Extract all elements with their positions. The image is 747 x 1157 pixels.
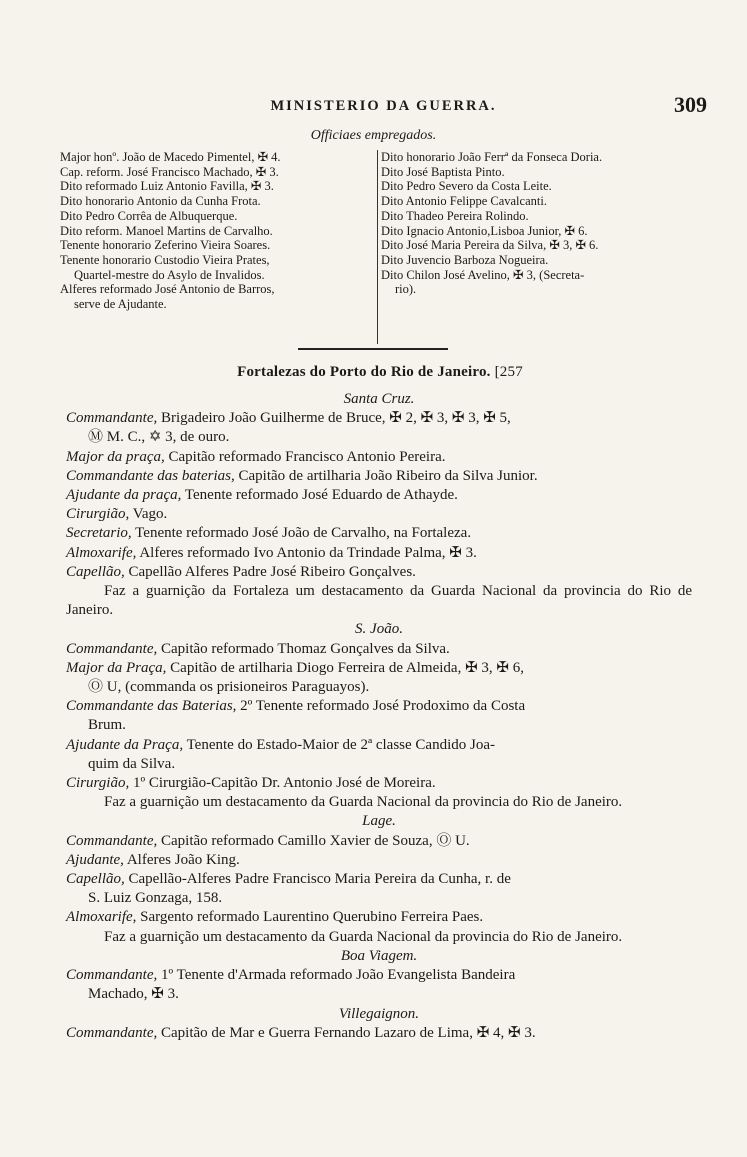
entry-role: Ajudante da praça, [66, 487, 182, 504]
entry-text: Machado, ✠ 3. [88, 986, 179, 1003]
entry-text: 2º Tenente reformado José Prodoximo da Costa [240, 698, 526, 715]
entry-text: Vago. [132, 506, 168, 523]
fort-heading-santa-cruz: Santa Cruz. [343, 391, 415, 407]
entry [66, 409, 692, 428]
entry [66, 832, 692, 851]
entry-text: Ⓜ M. C., ✡ 3, de ouro. [88, 429, 230, 446]
entry [66, 966, 692, 985]
entry-text: Sargento reformado Laurentino Querubino Ferreira Paes. [140, 909, 484, 926]
entry [66, 678, 692, 697]
entry-text: Tenente do Estado-Maior de 2ª classe Candido Joa- [186, 736, 495, 753]
entry-role: Commandante, [66, 967, 158, 984]
officer-line: Dito Juvencio Barboza Nogueira. [381, 252, 549, 267]
entry-role: Ajudante, [66, 851, 124, 868]
officer-line: Dito Pedro Severo da Costa Leite. [381, 179, 552, 194]
entry-role: Cirurgião, [66, 506, 130, 523]
officer-line: Dito reform. Manoel Martins de Carvalho. [60, 223, 273, 238]
entry [66, 505, 692, 524]
entry-text: Capitão reformado Thomaz Gonçalves da Silva. [161, 640, 450, 657]
entry-role: Commandante, [66, 410, 158, 427]
entry-role: Almoxarife, [66, 544, 137, 561]
entry-role: Almoxarife, [66, 909, 137, 926]
officer-line: Tenente honorario Custodio Vieira Prates, [60, 252, 270, 267]
officer-line: Alferes reformado José Antonio de Barros, [60, 282, 275, 297]
entry-text: S. Luiz Gonzaga, 158. [88, 890, 223, 907]
entry-role: Secretario, [66, 525, 132, 542]
entry-text: 1º Cirurgião-Capitão Dr. Antonio José de Moreira. [132, 775, 436, 792]
garrison-paragraph: Faz a guarnição um destacamento da Guarda Nacional da provincia do Rio de Janeiro. [104, 794, 623, 811]
entry [66, 889, 692, 908]
page-header [60, 92, 707, 122]
fort-heading-sao-joao: S. João. [355, 621, 403, 638]
officer-line: Dito José Maria Pereira da Silva, ✠ 3, ✠ 6. [381, 238, 599, 253]
entry-text: Capellão-Alferes Padre Francisco Maria Pereira da Cunha, r. de [128, 871, 511, 888]
entry-role: Major da praça, [66, 448, 165, 465]
entry-text: Capitão de artilharia Diogo Ferreira de Almeida, ✠ 3, ✠ 6, [170, 659, 524, 676]
entry-text: Alferes João King. [126, 851, 240, 868]
entry [66, 851, 692, 870]
entry [66, 428, 692, 447]
entry-text: Capellão Alferes Padre José Ribeiro Gonçalves. [128, 563, 416, 580]
fort-heading-villegaignon: Villegaignon. [338, 1005, 420, 1022]
entry [66, 908, 692, 927]
forts-body [66, 390, 692, 1043]
entry [66, 640, 692, 659]
fort-heading-boa-viagem: Boa Viagem. [340, 947, 418, 964]
entry-text: Tenente reformado José João de Carvalho, na Fortaleza. [135, 525, 472, 542]
entry [66, 563, 692, 582]
entry-text: 1º Tenente d'Armada reformado João Evangelista Bandeira [161, 967, 516, 984]
entry-role: Capellão, [66, 563, 125, 580]
entry [66, 448, 692, 467]
entry-text: Alferes reformado Ivo Antonio da Trindade Palma, ✠ 3. [139, 544, 477, 561]
entry-role: Commandante, [66, 640, 158, 657]
entry-text: Capitão reformado Francisco Antonio Pereira. [168, 448, 446, 465]
officer-line: Dito honorario Antonio da Cunha Frota. [60, 194, 261, 209]
fortalezas-title-text: Fortalezas do Porto do Rio de Janeiro. [237, 364, 491, 380]
entry [66, 659, 692, 678]
entry-text: Capitão reformado Camillo Xavier de Souza, Ⓞ U. [161, 832, 470, 849]
officer-line: Dito Chilon José Avelino, ✠ 3, (Secreta- [381, 267, 585, 282]
entry-role: Commandante, [66, 1024, 158, 1041]
officer-line: Dito Antonio Felippe Cavalcanti. [381, 194, 547, 209]
garrison-paragraph: Faz a guarnição da Fortaleza um destacamento da Guarda Nacional da provincia do Rio de Janeiro. [66, 583, 692, 619]
entry-text: quim da Silva. [88, 755, 176, 772]
officer-line: rio). [395, 282, 417, 297]
entry-text: Brigadeiro João Guilherme de Bruce, ✠ 2, ✠ 3, ✠ 3, ✠ 5, [161, 410, 511, 427]
officer-line: Tenente honorario Zeferino Vieira Soares. [60, 238, 271, 253]
entry [66, 697, 692, 716]
entry-text: Tenente reformado José Eduardo de Athayde. [184, 487, 458, 504]
entry-role: Cirurgião, [66, 775, 130, 792]
entry-text: Capitão de artilharia João Ribeiro da Silva Junior. [238, 467, 538, 484]
section-divider [298, 348, 448, 350]
entry [66, 544, 692, 563]
entry-role: Commandante, [66, 832, 158, 849]
officers-left-column [60, 150, 372, 312]
officer-line: Major honº. João de Macedo Pimentel, ✠ 4. [60, 150, 281, 164]
officer-line: serve de Ajudante. [74, 297, 167, 312]
entry-text: Ⓞ U, (commanda os prisioneiros Paraguayos). [88, 679, 370, 696]
entry [66, 774, 692, 793]
entry [66, 736, 692, 755]
entry-role: Commandante das baterias, [66, 467, 235, 484]
entry-role: Ajudante da Praça, [66, 736, 184, 753]
entry [66, 716, 692, 735]
entry-role: Capellão, [66, 871, 125, 888]
entry [66, 486, 692, 505]
officer-line: Dito reformado Luiz Antonio Favilla, ✠ 3. [60, 179, 274, 194]
entry [66, 870, 692, 889]
fortalezas-title [60, 364, 700, 381]
entry [66, 1024, 692, 1043]
officer-line: Dito Thadeo Pereira Rolindo. [381, 208, 529, 223]
fort-heading-lage: Lage. [362, 813, 396, 830]
officer-line: Quartel-mestre do Asylo de Invalidos. [74, 267, 265, 282]
entry [66, 467, 692, 486]
entry [66, 755, 692, 774]
officers-right-column [377, 150, 706, 344]
entry-role: Major da Praça, [66, 659, 167, 676]
page-number: 309 [674, 92, 707, 117]
entry [66, 524, 692, 543]
running-title: MINISTERIO DA GUERRA. [270, 98, 497, 114]
garrison-paragraph: Faz a guarnição um destacamento da Guarda Nacional da provincia do Rio de Janeiro. [104, 928, 623, 945]
entry [66, 985, 692, 1004]
entry-text: Capitão de Mar e Guerra Fernando Lazaro de Lima, ✠ 4, ✠ 3. [161, 1024, 536, 1041]
officer-line: Dito Ignacio Antonio,Lisboa Junior, ✠ 6. [381, 223, 588, 238]
fortalezas-count: [257 [494, 364, 523, 380]
officers-heading: Officiaes empregados. [310, 128, 437, 143]
officer-line: Dito honorario João Ferrª da Fonseca Doria. [381, 150, 603, 164]
officer-line: Dito José Baptista Pinto. [381, 164, 505, 179]
officer-line: Cap. reform. José Francisco Machado, ✠ 3. [60, 164, 279, 179]
officer-line: Dito Pedro Corrêa de Albuquerque. [60, 208, 238, 223]
entry-text: Brum. [88, 717, 126, 734]
entry-role: Commandante das Baterias, [66, 698, 237, 715]
